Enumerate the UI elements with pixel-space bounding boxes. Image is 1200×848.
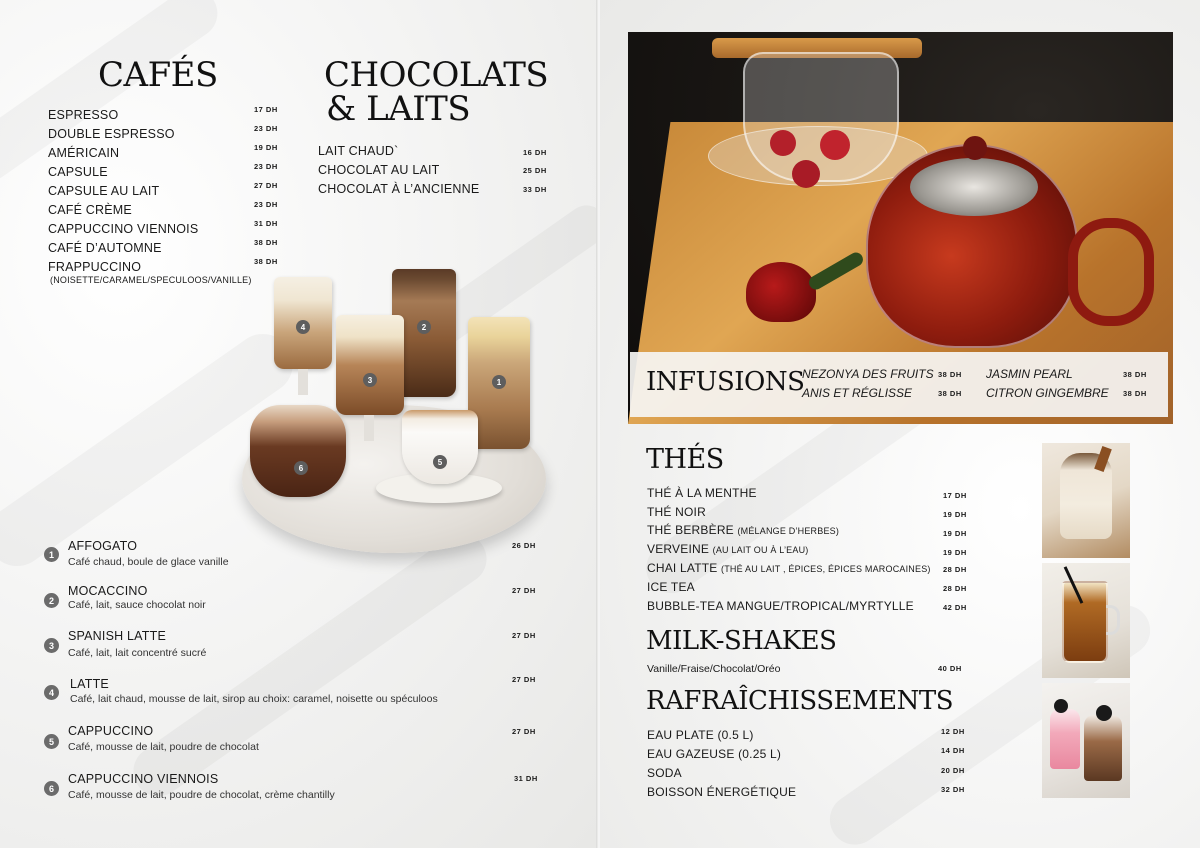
cafe-price: 23 DH (254, 200, 278, 209)
infusion-price: 38 DH (1123, 370, 1147, 379)
tea-photo (628, 32, 1173, 424)
infusion-price: 38 DH (938, 370, 962, 379)
the-price: 28 DH (943, 584, 967, 593)
specialty-price: 26 DH (512, 541, 536, 550)
the-item: CHAI LATTE (THÉ AU LAIT , ÉPICES, ÉPICES MAROCAINES) (647, 561, 931, 575)
item-number-badge: 3 (44, 638, 59, 653)
raspberry (792, 160, 820, 188)
milkshake-item: Vanille/Fraise/Chocolat/Oréo (647, 663, 781, 675)
rafraichissement-item: EAU PLATE (0.5 L) (647, 728, 754, 742)
milkshake-price: 40 DH (938, 664, 962, 673)
rafraichissement-price: 14 DH (941, 746, 965, 755)
teapot-lid (910, 158, 1038, 216)
cafe-item: FRAPPUCCINO (48, 260, 142, 274)
specialty-price: 27 DH (512, 675, 536, 684)
glass-cup (743, 52, 899, 182)
raspberry (820, 130, 850, 160)
milkshakes-photo (1042, 683, 1130, 798)
infusion-price: 38 DH (938, 389, 962, 398)
infusion-item: CITRON GINGEMBRE (986, 386, 1109, 400)
item-number-badge: 4 (44, 685, 59, 700)
specialty-name: MOCACCINO (68, 584, 148, 598)
infusion-item: JASMIN PEARL (986, 367, 1073, 381)
frappuccino-note: (NOISETTE/CARAMEL/SPECULOOS/VANILLE) (50, 275, 252, 285)
specialty-price: 27 DH (512, 586, 536, 595)
teapot-handle (1068, 218, 1154, 326)
cafe-item: DOUBLE ESPRESSO (48, 127, 175, 141)
ice-tea-photo (1042, 563, 1130, 678)
the-item: BUBBLE-TEA MANGUE/TROPICAL/MYRTYLLE (647, 599, 914, 613)
item-number-badge: 5 (44, 734, 59, 749)
chocolat-item: CHOCOLAT AU LAIT (318, 163, 440, 177)
infusion-price: 38 DH (1123, 389, 1147, 398)
cafe-item: ESPRESSO (48, 108, 119, 122)
chai-latte-photo (1042, 443, 1130, 558)
cafe-item: CAPSULE (48, 165, 108, 179)
item-number-badge: 6 (44, 781, 59, 796)
the-item: ICE TEA (647, 580, 695, 594)
item-number-badge: 2 (44, 593, 59, 608)
item-number-badge: 1 (44, 547, 59, 562)
drink-label: 3 (363, 373, 377, 387)
infusions-title: INFUSIONS (646, 367, 805, 397)
rafraichissements-title: RAFRAÎCHISSEMENTS (646, 686, 954, 716)
specialty-description: Café chaud, boule de glace vanille (68, 556, 229, 568)
cafe-item: CAPSULE AU LAIT (48, 184, 160, 198)
cafe-price: 23 DH (254, 162, 278, 171)
drink-label: 2 (417, 320, 431, 334)
chocolats-title-line2: & LAITS (326, 89, 471, 129)
cafe-price: 38 DH (254, 238, 278, 247)
cafe-item: CAFÉ D’AUTOMNE (48, 241, 162, 255)
drink-label: 5 (433, 455, 447, 469)
chocolat-price: 16 DH (523, 148, 547, 157)
infusion-item: NEZONYA DES FRUITS (802, 367, 934, 381)
viennois-glass (250, 405, 346, 497)
cafe-price: 19 DH (254, 143, 278, 152)
specialty-description: Café, mousse de lait, poudre de chocolat, crème chantilly (68, 789, 335, 801)
rafraichissement-price: 12 DH (941, 727, 965, 736)
the-item: THÉ BERBÈRE (MÉLANGE D’HERBES) (647, 523, 840, 537)
the-item: THÉ À LA MENTHE (647, 486, 757, 500)
chocolat-item: CHOCOLAT À L’ANCIENNE (318, 182, 480, 196)
specialty-name: AFFOGATO (68, 539, 138, 553)
cafe-item: CAPPUCCINO VIENNOIS (48, 222, 199, 236)
rafraichissement-price: 20 DH (941, 766, 965, 775)
cappuccino-cup (402, 410, 478, 484)
infusion-item: ANIS ET RÉGLISSE (802, 386, 913, 400)
the-price: 42 DH (943, 603, 967, 612)
cafe-price: 17 DH (254, 105, 278, 114)
drink-label: 4 (296, 320, 310, 334)
thes-title: THÉS (646, 444, 724, 475)
specialty-price: 31 DH (514, 774, 538, 783)
rafraichissement-item: SODA (647, 766, 682, 780)
raspberry (770, 130, 796, 156)
the-item: THÉ NOIR (647, 505, 706, 519)
the-price: 19 DH (943, 529, 967, 538)
cafe-price: 31 DH (254, 219, 278, 228)
the-price: 19 DH (943, 510, 967, 519)
rafraichissement-item: BOISSON ÉNERGÉTIQUE (647, 785, 797, 799)
cafe-price: 38 DH (254, 257, 278, 266)
cafe-price: 23 DH (254, 124, 278, 133)
drink-label: 1 (492, 375, 506, 389)
cafes-title: CAFÉS (98, 55, 218, 95)
rafraichissement-price: 32 DH (941, 785, 965, 794)
rose (746, 262, 816, 322)
rafraichissement-item: EAU GAZEUSE (0.25 L) (647, 747, 782, 761)
the-price: 19 DH (943, 548, 967, 557)
spanish-latte-glass (336, 315, 404, 415)
specialty-name: LATTE (70, 677, 109, 691)
specialty-price: 27 DH (512, 631, 536, 640)
specialty-name: CAPPUCCINO VIENNOIS (68, 772, 219, 786)
right-menu-page (600, 0, 1200, 848)
coffee-drinks-photo (240, 265, 550, 555)
specialty-price: 27 DH (512, 727, 536, 736)
infusions-band (630, 352, 1168, 417)
chocolats-title-line1: CHOCOLATS (324, 55, 549, 95)
the-price: 28 DH (943, 565, 967, 574)
the-item: VERVEINE (AU LAIT OU À L’EAU) (647, 542, 809, 556)
cafe-item: CAFÉ CRÈME (48, 203, 132, 217)
specialty-description: Café, lait, lait concentré sucré (68, 647, 207, 659)
specialty-name: CAPPUCCINO (68, 724, 154, 738)
specialty-description: Café, lait, sauce chocolat noir (68, 599, 206, 611)
teapot-knob (963, 136, 987, 160)
left-menu-page (0, 0, 598, 848)
the-price: 17 DH (943, 491, 967, 500)
milkshakes-title: MILK-SHAKES (646, 626, 837, 656)
specialty-description: Café, lait chaud, mousse de lait, sirop au choix: caramel, noisette ou spéculoos (70, 693, 438, 705)
chocolat-item: LAIT CHAUD` (318, 144, 399, 158)
chocolat-price: 25 DH (523, 166, 547, 175)
chocolat-price: 33 DH (523, 185, 547, 194)
cafe-item: AMÉRICAIN (48, 146, 120, 160)
drink-label: 6 (294, 461, 308, 475)
specialty-description: Café, mousse de lait, poudre de chocolat (68, 741, 259, 753)
specialty-name: SPANISH LATTE (68, 629, 166, 643)
cafe-price: 27 DH (254, 181, 278, 190)
